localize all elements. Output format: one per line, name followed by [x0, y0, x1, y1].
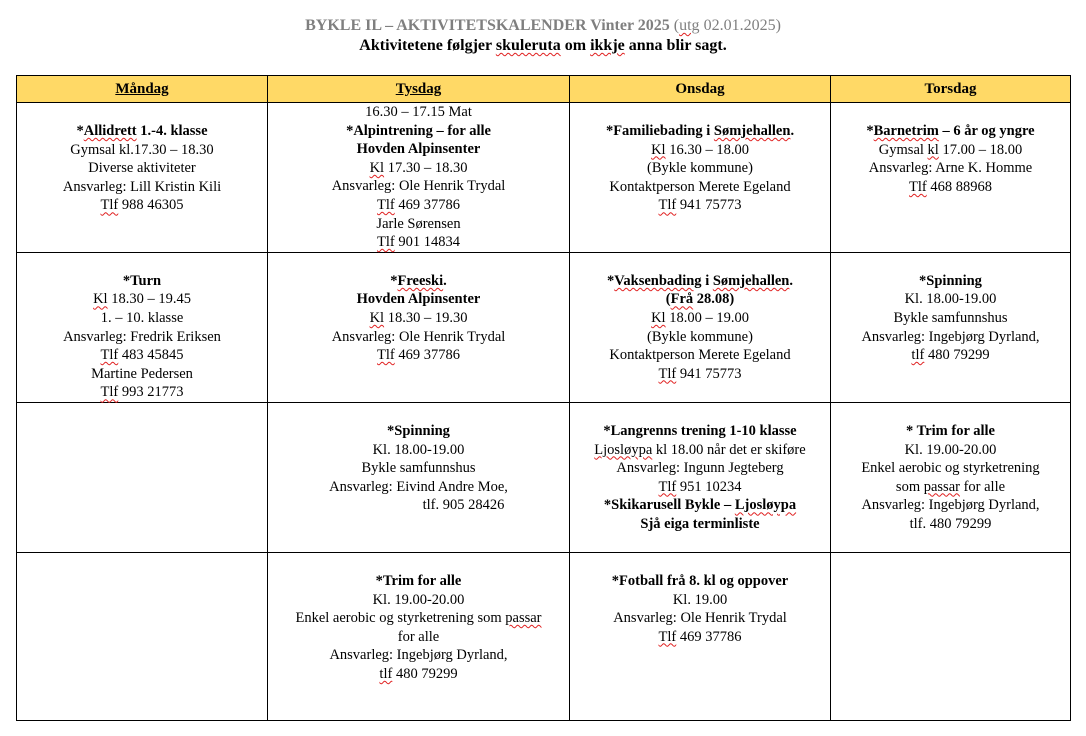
activity-title: *Trim for alle [375, 572, 462, 589]
day-header-monday: Måndag [17, 76, 268, 103]
activity-title: *Freeski. [390, 272, 447, 289]
cell-monday-allidrett: *Allidrett 1.-4. klasse Gymsal kl.17.30 – 18.30 Diverse aktiviteter Ansvarleg: Lill Kristin Kili Tlf 988 46305 [17, 103, 268, 253]
cell-thursday-empty [831, 552, 1071, 720]
activity-title: *Langrenns trening 1-10 klasse [603, 422, 797, 439]
activity-title: *Fotball frå 8. kl og oppover [611, 572, 789, 589]
document-title [0, 16, 1086, 36]
activity-calendar-table [16, 75, 1071, 721]
cell-monday-turn: *Turn Kl 18.30 – 19.45 1. – 10. klasse Ansvarleg: Fredrik Eriksen Tlf 483 45845 Martine Pedersen Tlf 993 21773 [17, 252, 268, 402]
document-header [0, 16, 1086, 56]
table-row [17, 103, 1071, 253]
title-text: BYKLE IL – AKTIVITETSKALENDER Vinter 2025 [305, 17, 670, 34]
activity-title: *Turn [122, 272, 162, 289]
cell-wednesday-fotball: *Fotball frå 8. kl og oppover Kl. 19.00 Ansvarleg: Ole Henrik Trydal Tlf 469 37786 [570, 552, 831, 720]
activity-title: *Barnetrim – 6 år og yngre [866, 123, 1035, 139]
day-header-wednesday: Onsdag [570, 76, 831, 103]
cell-tuesday-freeski: *Freeski. Hovden Alpinsenter Kl 18.30 – 19.30 Ansvarleg: Ole Henrik Trydal Tlf 469 37786 [268, 252, 570, 402]
table-row [17, 252, 1071, 402]
activity-title: * Trim for alle [906, 422, 995, 439]
cell-thursday-trim: * Trim for alle Kl. 19.00-20.00 Enkel aerobic og styrketrening som passar for alle Ansvarleg: Ingebjørg Dyrland, tlf. 480 79299 [831, 402, 1071, 552]
table-row [17, 402, 1071, 552]
cell-tuesday-alpintrening: 16.30 – 17.15 Mat *Alpintrening – for alle Hovden Alpinsenter Kl 17.30 – 18.30 Ansvarleg: Ole Henrik Trydal Tlf 469 37786 Jarle Sørensen Tlf 901 14834 [268, 103, 570, 253]
title-date: (utg 02.01.2025) [673, 17, 781, 34]
cell-wednesday-familiebading: *Familiebading i Sømjehallen. Kl 16.30 – 18.00 (Bykle kommune) Kontaktperson Merete Egeland Tlf 941 75773 [570, 103, 831, 253]
cell-tuesday-trim: *Trim for alle Kl. 19.00-20.00 Enkel aerobic og styrketrening som passar for alle Ansvarleg: Ingebjørg Dyrland, tlf 480 79299 [268, 552, 570, 720]
activity-title: *Vaksenbading i Sømjehallen. [606, 272, 793, 289]
day-header-thursday: Torsdag [831, 76, 1071, 103]
activity-title: *Alpintrening – for alle [346, 122, 491, 139]
activity-title: *Familiebading i Sømjehallen. [605, 123, 795, 139]
cell-tuesday-spinning: *Spinning Kl. 18.00-19.00 Bykle samfunnshus Ansvarleg: Eivind Andre Moe, tlf. 905 28426 [268, 402, 570, 552]
cell-wednesday-vaksenbading: *Vaksenbading i Sømjehallen. (Frå 28.08) Kl 18.00 – 19.00 (Bykle kommune) Kontaktperson Merete Egeland Tlf 941 75773 [570, 252, 831, 402]
day-header-tuesday: Tysdag [268, 76, 570, 103]
table-row [17, 552, 1071, 720]
cell-monday-empty [17, 552, 268, 720]
cell-thursday-barnetrim: *Barnetrim – 6 år og yngre Gymsal kl 17.00 – 18.00 Ansvarleg: Arne K. Homme Tlf 468 88968 [831, 103, 1071, 253]
activity-title: *Spinning [387, 422, 450, 439]
cell-monday-empty [17, 402, 268, 552]
cell-thursday-spinning: *Spinning Kl. 18.00-19.00 Bykle samfunnshus Ansvarleg: Ingebjørg Dyrland, tlf 480 79299 [831, 252, 1071, 402]
cell-wednesday-langrenn: *Langrenns trening 1-10 klasse Ljosløypa kl 18.00 når det er skiføre Ansvarleg: Ingunn Jegteberg Tlf 951 10234 *Skikarusell Bykle – Ljosløypa Sjå eiga terminliste [570, 402, 831, 552]
day-header-row [17, 76, 1071, 103]
activity-title: *Allidrett 1.-4. klasse [76, 123, 208, 139]
activity-title: *Spinning [919, 272, 982, 289]
activity-title: *Skikarusell Bykle – Ljosløypa [603, 497, 797, 514]
document-subtitle: Aktivitetene følgjer skuleruta om ikkje anna blir sagt. [359, 37, 727, 54]
